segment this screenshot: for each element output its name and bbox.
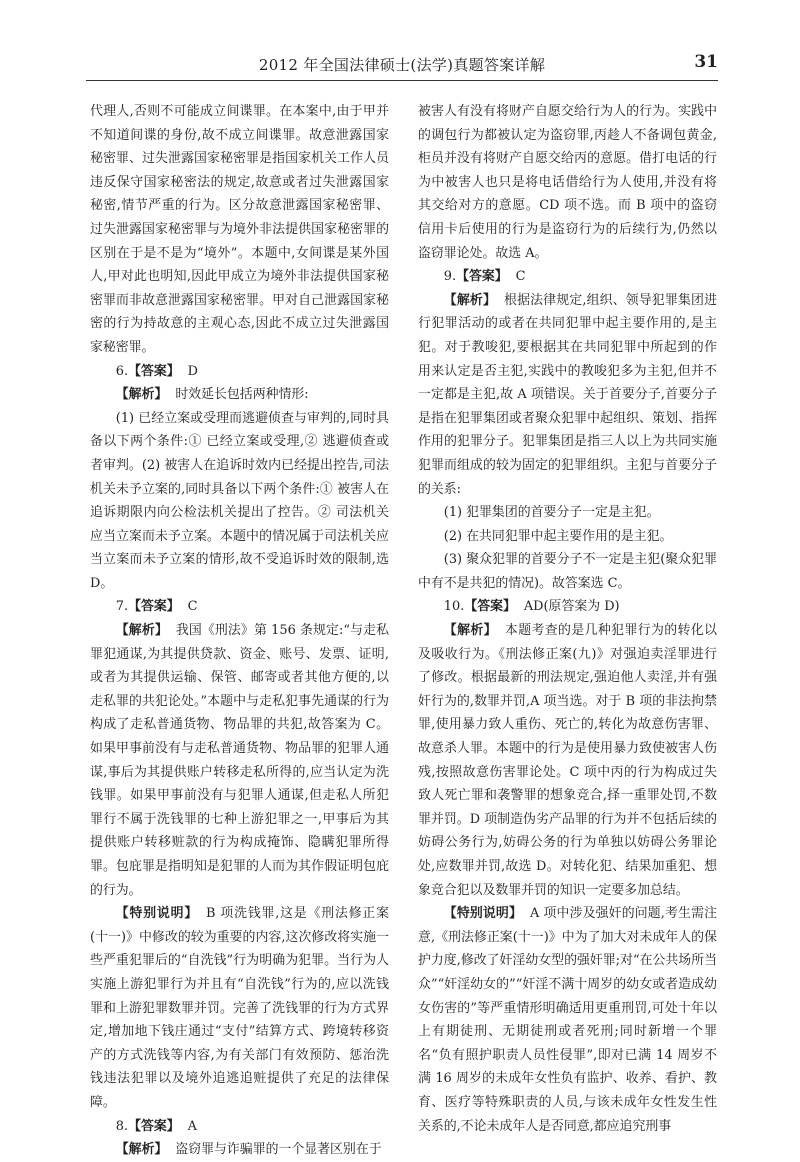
special-note-7 xyxy=(90,902,389,1114)
paragraph: (1) 已经立案或受理而逃避侦查与审判的,同时具备以下两个条件:① 已经立案或受理,② 逃避侦查或者审判。(2) 被害人在追诉时效内已经提出控告,司法机关未予立案的,同时具备以下两个条件:① 被害人在追诉期限内向公检法机关提出了控告。② 司法机关应当立案而未予立案。本题中的情况属于司法机关应当立案而未予立案的情形,故不受追诉时效的限制,选 D。 xyxy=(90,410,389,591)
left-column xyxy=(90,100,389,1162)
answer-label: 【答案】 xyxy=(128,363,180,379)
right-column xyxy=(418,100,717,1138)
page-number: 31 xyxy=(694,52,718,72)
special-note-text: B 项洗钱罪,这是《刑法修正案(十一)》中修改的较为重要的内容,这次修改将实施一些严重犯罪后的“自洗钱”行为明确为犯罪。当行为人实施上游犯罪行为并且有“自洗钱”行为的,应以洗钱罪和上游犯罪数罪并罚。完善了洗钱罪的行为方式界定,增加地下钱庄通过“支付”结算方式、跨境转移资产的方式洗钱等内容,为有关部门有效预防、惩治洗钱违法犯罪以及境外追逃追赃提供了充足的法律保障。 xyxy=(90,906,390,1110)
analysis-text: 本题考查的是几种犯罪行为的转化以及吸收行为。《刑法修正案(九)》对强迫卖淫罪进行了修改。根据最新的刑法规定,强迫他人卖淫,并有强奸行为的,数罪并罚,A 项当选。对于 B 项的非法拘禁罪,使用暴力致人重伤、死亡的,转化为故意伤害罪、故意杀人罪。本题中的行为是使用暴力致使被害人伤残,按照故意伤害罪论处。C 项中丙的行为构成过失致人死亡罪和袭警罪的想象竞合,择一重罪处罚,不数罪并罚。D 项制造伪劣产品罪的行为并不包括后续的妨碍公务行为,妨碍公务的行为单独以妨碍公务罪论处,应数罪并罚,故选 D。对转化犯、结果加重犯、想象竞合犯以及数罪并罚的知识一定要多加总结。 xyxy=(418,623,718,898)
analysis-8 xyxy=(90,1138,389,1162)
analysis-label: 【解析】 xyxy=(443,292,497,308)
analysis-7 xyxy=(90,619,389,902)
answer-line-8 xyxy=(90,1115,389,1139)
analysis-text: 我国《刑法》第 156 条规定:“与走私罪犯通谋,为其提供贷款、资金、账号、发票、证明,或者为其提供运输、保管、邮寄或者其他方便的,以走私罪的共犯论处。”本题中与走私犯事先通谋的行为构成了走私普通货物、物品罪的共犯,故答案为 C。如果甲事前没有与走私普通货物、物品罪的犯罪人通谋,事后为其提供账户转移走私所得的,应当认定为洗钱罪。如果甲事前没有与犯罪人通谋,但走私人所犯罪行不属于洗钱罪的七种上游犯罪之一,甲事后为其提供账户转移赃款的行为构成掩饰、隐瞒犯罪所得罪。包庇罪是指明知是犯罪的人而为其作假证明包庇的行为。 xyxy=(90,623,390,898)
header-title: 2012 年全国法律硕士(法学)真题答案详解 xyxy=(258,56,546,74)
answer-value: C xyxy=(187,599,198,615)
analysis-text: 根据法律规定,组织、领导犯罪集团进行犯罪活动的或者在共同犯罪中起主要作用的,是主犯。对于教唆犯,要根据其在共同犯罪中所起到的作用来认定是否主犯,实践中的教唆犯多为主犯,但并不一定都是主犯,故 A 项错误。关于首要分子,首要分子是指在犯罪集团或者聚众犯罪中起组织、策划、指挥作用的犯罪分子。犯罪集团是指三人以上为共同实施犯罪而组成的较为固定的犯罪组织。主犯与首要分子的关系: xyxy=(418,292,717,497)
analysis-label: 【解析】 xyxy=(115,1142,168,1158)
special-note-label: 【特别说明】 xyxy=(115,906,199,922)
list-item: (1) 犯罪集团的首要分子一定是主犯。 xyxy=(443,505,660,521)
analysis-label: 【解析】 xyxy=(443,623,497,639)
answer-value: D xyxy=(187,363,199,379)
answer-line-7 xyxy=(90,595,389,619)
question-number: 7. xyxy=(115,599,129,615)
answer-line-10 xyxy=(418,595,717,619)
analysis-10 xyxy=(418,619,717,902)
list-item: (3) 聚众犯罪的首要分子不一定是主犯(聚众犯罪中有不是共犯的情况)。故答案选 C。 xyxy=(418,552,717,591)
question-number: 6. xyxy=(115,363,129,379)
answer-label: 【答案】 xyxy=(128,1118,180,1134)
analysis-9 xyxy=(418,289,717,501)
analysis-text: 时效延长包括两种情形: xyxy=(175,387,309,403)
question-number: 10. xyxy=(443,599,465,615)
answer-value: C xyxy=(515,269,526,285)
analysis-text: 盗窃罪与诈骗罪的一个显著区别在于 xyxy=(175,1142,382,1158)
analysis-label: 【解析】 xyxy=(115,387,168,403)
special-note-label: 【特别说明】 xyxy=(443,906,522,922)
answer-line-9 xyxy=(418,265,717,289)
analysis-label: 【解析】 xyxy=(115,623,168,639)
question-number: 8. xyxy=(115,1118,129,1134)
paragraph: 代理人,否则不可能成立间谍罪。在本案中,由于甲并不知道间谍的身份,故不成立间谍罪。故意泄露国家秘密罪、过失泄露国家秘密罪是指国家机关工作人员违反保守国家秘密法的规定,故意或者过失泄露国家秘密,情节严重的行为。区分故意泄露国家秘密罪、过失泄露国家秘密罪与为境外非法提供国家秘密罪的区别在于是不是为“境外”。本题中,女间谍是某外国人,甲对此也明知,因此甲成立为境外非法提供国家秘密罪而非故意泄露国家秘密罪。甲对自己泄露国家秘密的行为持故意的主观心态,因此不成立过失泄露国家秘密罪。 xyxy=(90,104,389,355)
answer-value: A xyxy=(187,1118,197,1134)
paragraph: 被害人有没有将财产自愿交给行为人的行为。实践中的调包行为都被认定为盗窃罪,丙趁人不备调包黄金,柜员并没有将财产自愿交给丙的意愿。借打电话的行为中被害人也只是将电话借给行为人使用,并没有将其交给对方的意愿。CD 项不选。而 B 项中的盗窃信用卡后使用的行为是盗窃行为的后续行为,仍然以盗窃罪论处。故选 A。 xyxy=(418,104,717,261)
answer-label: 【答案】 xyxy=(456,269,508,285)
answer-line-6 xyxy=(90,360,389,384)
special-note-10 xyxy=(418,902,717,1138)
answer-value: AD(原答案为 D) xyxy=(523,599,620,615)
running-header xyxy=(86,46,718,81)
special-note-text: A 项中涉及强奸的问题,考生需注意,《刑法修正案(十一)》中为了加大对未成年人的保护力度,修改了奸淫幼女型的强奸罪;对“在公共场所当众”“奸淫幼女的”“奸淫不满十周岁的幼女或者造成幼女伤害的”等严重情形明确适用更重刑罚,可处十年以上有期徒刑、无期徒刑或者死刑;同时新增一个罪名“负有照护职责人员性侵罪”,即对已满 14 周岁不满 16 周岁的未成年女性负有监护、收养、看护、教育、医疗等特殊职责的人员,与该未成年女性发生性关系的,不论未成年人是否同意,都应追究刑事 xyxy=(418,906,718,1134)
answer-label: 【答案】 xyxy=(128,599,180,615)
analysis-6 xyxy=(90,383,389,407)
answer-label: 【答案】 xyxy=(464,599,516,615)
list-item: (2) 在共同犯罪中起主要作用的是主犯。 xyxy=(443,528,673,544)
question-number: 9. xyxy=(443,269,457,285)
